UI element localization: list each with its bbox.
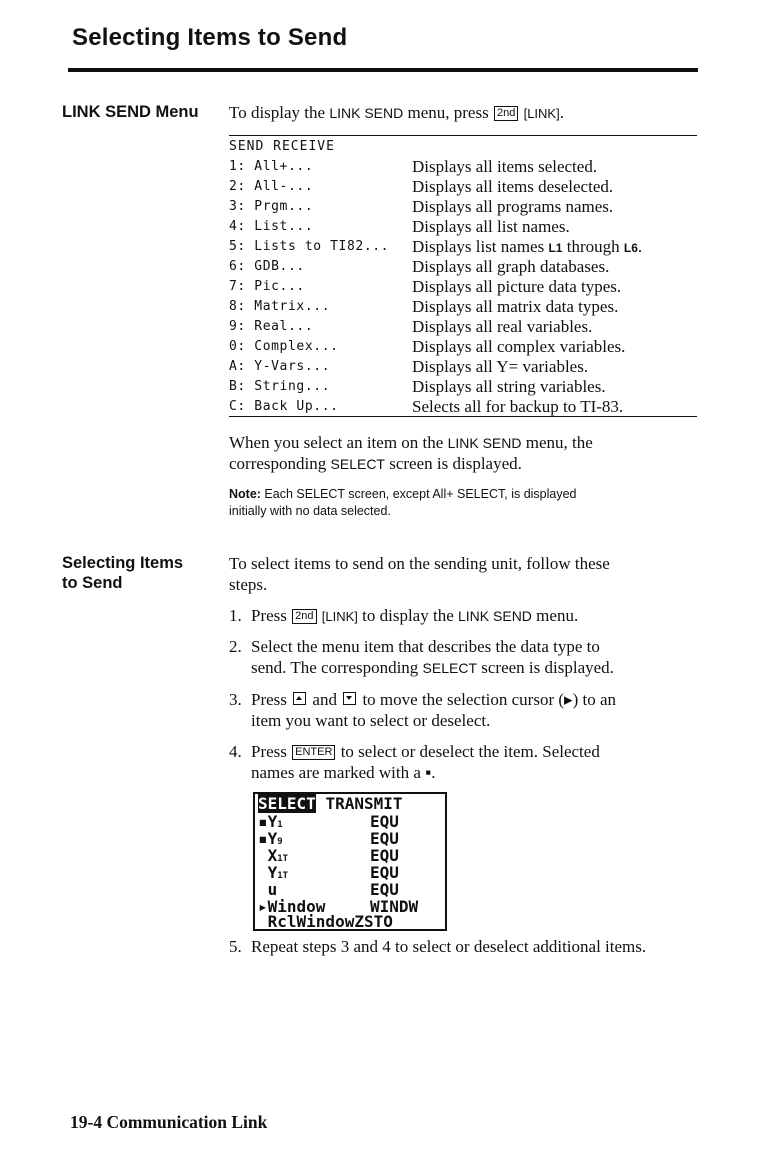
text: Press	[251, 690, 292, 709]
step-number: 4.	[229, 742, 242, 761]
screen-name: SELECT	[422, 660, 478, 676]
lcd-tabs	[258, 796, 403, 812]
list-name-l6: L6	[623, 241, 638, 255]
menu-item-key: 1: All+...	[229, 159, 314, 174]
menu-item-key: 9: Real...	[229, 319, 314, 334]
menu-item-desc: Displays all picture data types.	[412, 277, 622, 296]
link-send-intro	[229, 102, 564, 124]
section-heading-link-send: LINK SEND Menu	[62, 103, 199, 121]
note-text: Each SELECT screen, except All+ SELECT, is displayed	[260, 487, 577, 501]
text: send. The corresponding	[251, 658, 423, 677]
step-text	[251, 605, 701, 627]
text-line: item you want to select or deselect.	[251, 711, 491, 730]
menu-row	[229, 357, 699, 377]
menu-item-key: 8: Matrix...	[229, 299, 331, 314]
text: to move the selection cursor (	[358, 690, 565, 709]
up-arrow-key-icon	[293, 692, 306, 705]
down-arrow-key-icon	[343, 692, 356, 705]
menu-item-key: 4: List...	[229, 219, 314, 234]
lcd-var-name: Y	[258, 863, 278, 882]
lcd-row	[258, 812, 399, 831]
menu-bottom-rule	[229, 416, 697, 417]
menu-item-key: C: Back Up...	[229, 399, 339, 414]
lcd-var-type: WINDW	[370, 897, 419, 916]
lcd-row	[258, 863, 399, 882]
text-line	[251, 762, 701, 783]
lcd-var-type: EQU	[370, 880, 399, 899]
lcd-row	[258, 880, 399, 899]
lcd-tab-transmit: TRANSMIT	[325, 794, 403, 813]
page-footer: 19-4 Communication Link	[70, 1112, 268, 1132]
lcd-var-sub: 1	[277, 820, 283, 830]
text: When you select an item on the	[229, 433, 448, 452]
step-number: 2.	[229, 637, 242, 656]
intro-text: To display the	[229, 103, 330, 122]
lcd-row	[258, 846, 399, 865]
step-text	[251, 741, 701, 783]
lcd-var-name: u	[258, 880, 278, 899]
menu-row	[229, 257, 699, 277]
menu-item-desc: Displays all graph databases.	[412, 257, 610, 276]
selecting-intro	[229, 553, 610, 595]
after-menu-line-1	[229, 432, 593, 454]
menu-item-desc: Displays all real variables.	[412, 317, 593, 336]
text-line	[251, 741, 701, 762]
menu-top-rule	[229, 135, 697, 136]
key-2nd: 2nd	[292, 609, 316, 624]
lcd-var-type: EQU	[370, 829, 399, 848]
lcd-var-sub: 1T	[277, 871, 289, 881]
step-number: 5.	[229, 937, 242, 956]
menu-row	[229, 177, 699, 197]
desc-text: Displays list names	[412, 237, 549, 256]
lcd-row	[258, 914, 393, 930]
calculator-screen	[253, 792, 447, 931]
lcd-var-type: EQU	[370, 812, 399, 831]
text: and	[308, 690, 342, 709]
lcd-var-name: ▪Y	[258, 829, 278, 848]
text: to display the	[357, 606, 458, 625]
heading-line: to Send	[62, 574, 123, 592]
menu-item-key: 0: Complex...	[229, 339, 339, 354]
text: ) to an	[572, 690, 617, 709]
step-number: 1.	[229, 606, 242, 625]
menu-item-desc: Displays all Y= variables.	[412, 357, 589, 376]
menu-item-desc: Displays all string variables.	[412, 377, 606, 396]
note-label: Note:	[229, 487, 261, 501]
lcd-var-name: ▪Y	[258, 812, 278, 831]
lcd-row	[258, 829, 399, 848]
menu-row	[229, 397, 699, 417]
menu-row	[229, 337, 699, 357]
text: menu, the	[521, 433, 593, 452]
menu-row	[229, 377, 699, 397]
key-2nd: 2nd	[494, 106, 518, 121]
lcd-var-name: X	[258, 846, 278, 865]
menu-item-desc: Displays all items deselected.	[412, 177, 614, 196]
menu-item-key: B: String...	[229, 379, 331, 394]
menu-name: LINK SEND	[447, 435, 522, 451]
lcd-var-type: EQU	[370, 846, 399, 865]
menu-name: LINK SEND	[458, 608, 532, 624]
page-title: Selecting Items to Send	[72, 24, 348, 51]
selection-mark-icon: ▪	[425, 763, 432, 782]
note	[229, 486, 689, 520]
menu-row	[229, 237, 699, 257]
lcd-var-name: ▸Window	[258, 897, 326, 916]
text: corresponding	[229, 454, 331, 473]
heading-line: Selecting Items	[62, 554, 184, 572]
menu-row	[229, 277, 699, 297]
intro-text-mid: menu, press	[403, 103, 493, 122]
menu-row	[229, 297, 699, 317]
intro-text-end: .	[559, 103, 564, 122]
screen-name: SELECT	[330, 456, 385, 472]
section-heading-selecting	[62, 553, 183, 593]
text-line	[251, 657, 701, 679]
list-name-l1: L1	[548, 241, 563, 255]
menu-header: SEND RECEIVE	[229, 139, 335, 154]
cursor-icon: ▸	[564, 690, 573, 709]
intro-line: To select items to send on the sending unit, follow these	[229, 554, 610, 573]
menu-row	[229, 157, 699, 177]
menu-item-desc: Selects all for backup to TI-83.	[412, 397, 624, 416]
menu-item-key: 3: Prgm...	[229, 199, 314, 214]
text: screen is displayed.	[384, 454, 522, 473]
menu-item-key: 7: Pic...	[229, 279, 305, 294]
desc-text-end: .	[637, 237, 643, 256]
after-menu-line-2	[229, 453, 522, 475]
title-rule	[68, 68, 698, 72]
text: Select the menu item that describes the data type to	[251, 637, 600, 656]
text: screen is displayed.	[477, 658, 614, 677]
intro-line: steps.	[229, 575, 268, 594]
key-enter: ENTER	[292, 745, 335, 760]
lcd-var-sub: 1T	[277, 854, 289, 864]
menu-row	[229, 217, 699, 237]
menu-item-key: 6: GDB...	[229, 259, 305, 274]
lcd-var-sub: 9	[277, 837, 283, 847]
menu-item-key: 2: All-...	[229, 179, 314, 194]
note-line-2: initially with no data selected.	[229, 504, 391, 518]
text: Press	[251, 606, 292, 625]
text: to select or deselect the item. Selected	[336, 742, 600, 761]
menu-item-desc: Displays all items selected.	[412, 157, 598, 176]
key-link-name: [LINK]	[523, 106, 560, 121]
menu-item-desc: Displays all list names.	[412, 217, 570, 236]
lcd-tab-select: SELECT	[258, 794, 316, 813]
step-text: Repeat steps 3 and 4 to select or deselect additional items.	[251, 937, 647, 956]
key-link-name: [LINK]	[321, 609, 358, 624]
menu-item-desc: Displays all matrix data types.	[412, 297, 619, 316]
intro-menu-name: LINK SEND	[329, 105, 404, 121]
step-text	[251, 689, 701, 731]
menu-row	[229, 197, 699, 217]
text: names are marked with a	[251, 763, 426, 782]
step-number: 3.	[229, 690, 242, 709]
text: .	[431, 763, 436, 782]
menu-item-desc	[412, 237, 642, 258]
lcd-var-name: RclWindowZSTO	[258, 912, 393, 931]
text-line	[251, 689, 701, 710]
menu-item-desc: Displays all programs names.	[412, 197, 614, 216]
text: Press	[251, 742, 292, 761]
menu-item-key: A: Y-Vars...	[229, 359, 331, 374]
step-text	[251, 636, 701, 679]
desc-text-mid: through	[562, 237, 624, 256]
note-line-1	[229, 486, 689, 503]
lcd-var-type: EQU	[370, 863, 399, 882]
menu-item-desc: Displays all complex variables.	[412, 337, 626, 356]
menu-item-key: 5: Lists to TI82...	[229, 239, 390, 254]
menu-row	[229, 317, 699, 337]
text: menu.	[531, 606, 579, 625]
